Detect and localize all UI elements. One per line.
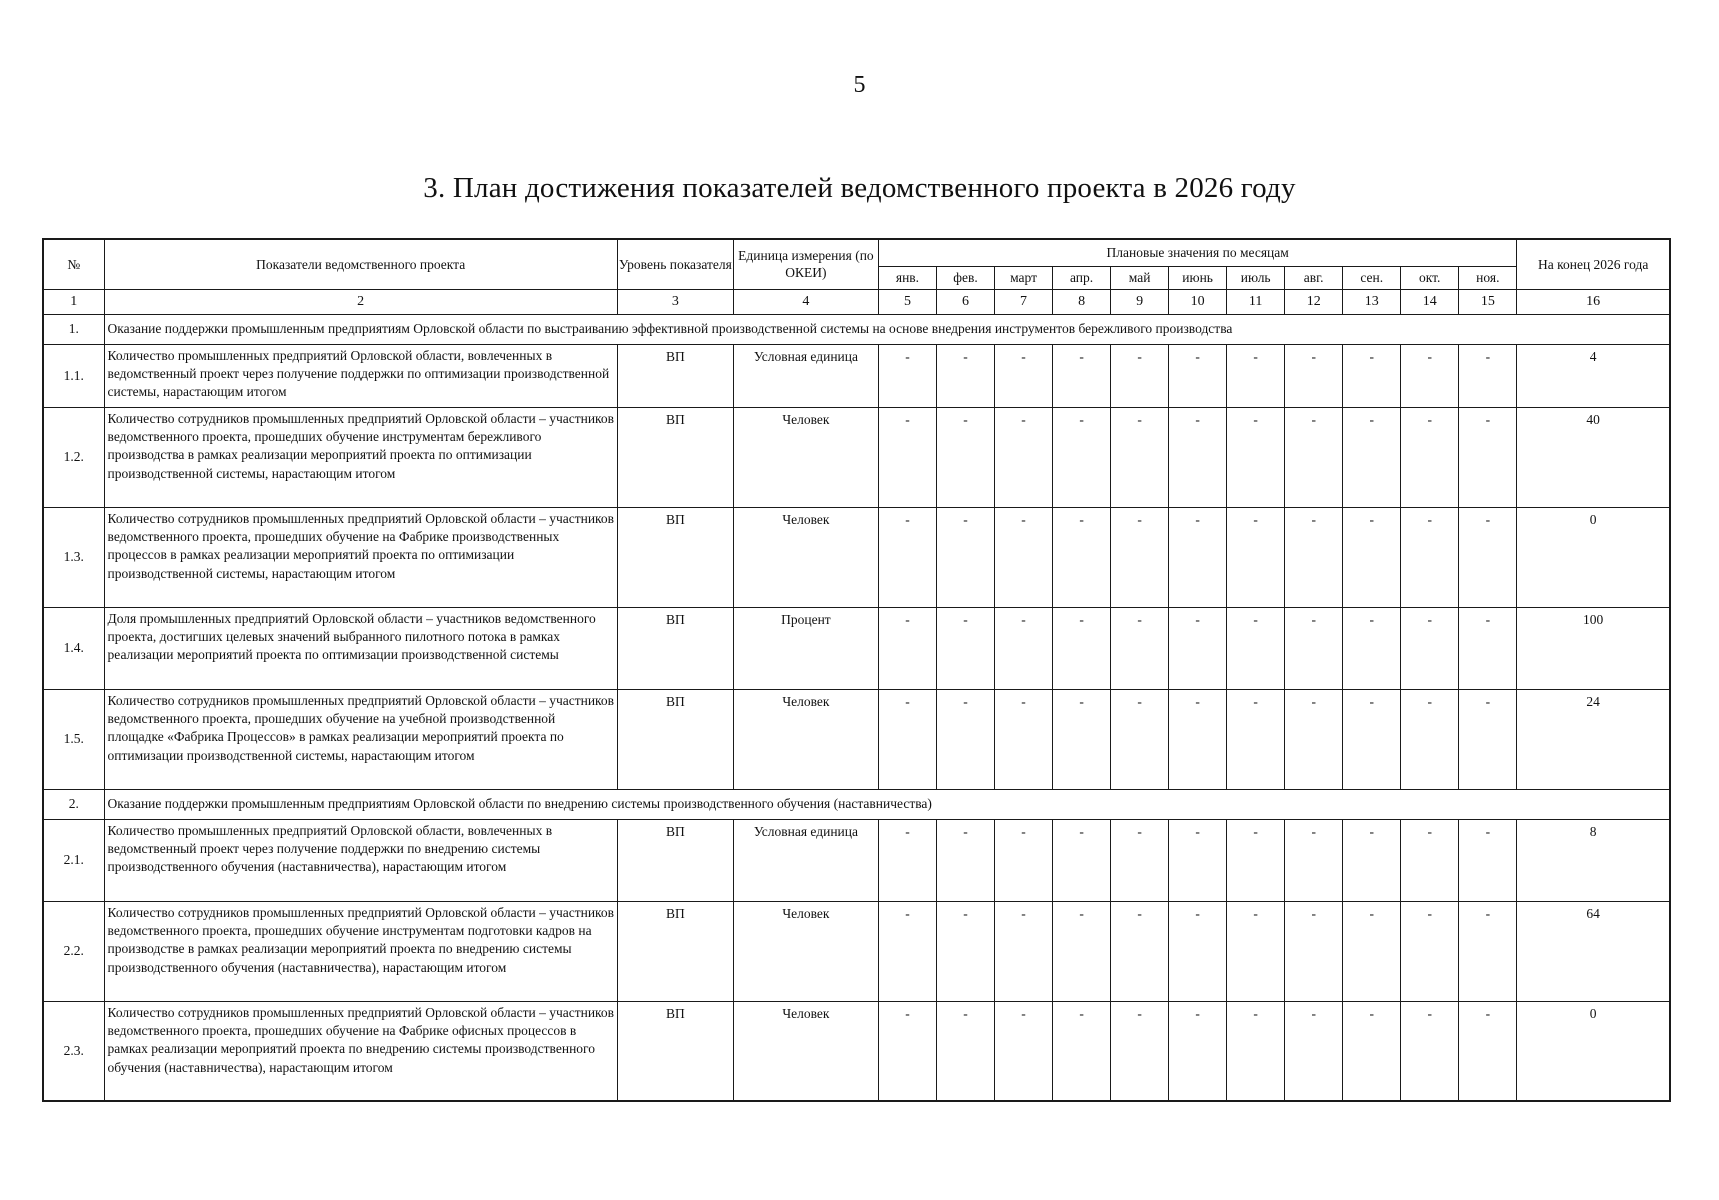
month-value: - (1343, 819, 1401, 901)
indicator-name: Количество промышленных предприятий Орловской области, вовлеченных в ведомственный проект через получение поддержки по оптимизации производственной системы, нарастающим итогом (104, 344, 617, 407)
year-end-value: 64 (1517, 901, 1670, 1001)
month-value: - (1401, 819, 1459, 901)
month-value: - (1285, 407, 1343, 507)
page-number: 5 (853, 72, 866, 98)
month-value: - (1343, 1001, 1401, 1101)
month-value: - (1111, 689, 1169, 789)
indicator-unit: Человек (733, 689, 878, 789)
month-value: - (995, 901, 1053, 1001)
indicator-number: 1.5. (43, 689, 104, 789)
month-value: - (1169, 607, 1227, 689)
indicator-level: ВП (617, 689, 733, 789)
header-month: июль (1227, 266, 1285, 289)
month-value: - (1227, 344, 1285, 407)
year-end-value: 0 (1517, 507, 1670, 607)
header-month: май (1111, 266, 1169, 289)
table-row (43, 819, 1670, 901)
column-number: 14 (1401, 289, 1459, 314)
header-level: Уровень показателя (617, 239, 733, 289)
indicators-plan-table (42, 238, 1671, 1102)
month-value: - (1401, 507, 1459, 607)
section-row (43, 789, 1670, 819)
section-number: 1. (43, 314, 104, 344)
year-end-value: 0 (1517, 1001, 1670, 1101)
header-monthly: Плановые значения по месяцам (878, 239, 1516, 266)
table-row (43, 607, 1670, 689)
month-value: - (1111, 607, 1169, 689)
month-value: - (936, 819, 994, 901)
month-value: - (1169, 819, 1227, 901)
indicator-level: ВП (617, 1001, 733, 1101)
month-value: - (1053, 507, 1111, 607)
month-value: - (1285, 507, 1343, 607)
month-value: - (1111, 507, 1169, 607)
month-value: - (1053, 344, 1111, 407)
table-row (43, 407, 1670, 507)
indicator-level: ВП (617, 607, 733, 689)
month-value: - (1227, 507, 1285, 607)
month-value: - (1169, 407, 1227, 507)
month-value: - (1227, 607, 1285, 689)
indicator-level: ВП (617, 344, 733, 407)
section-title: Оказание поддержки промышленным предприятиям Орловской области по выстраиванию эффективной производственной системы на основе внедрения инструментов бережливого производства (104, 314, 1670, 344)
column-number: 2 (104, 289, 617, 314)
month-value: - (1401, 344, 1459, 407)
month-value: - (1343, 507, 1401, 607)
column-number: 10 (1169, 289, 1227, 314)
month-value: - (878, 507, 936, 607)
table-row (43, 689, 1670, 789)
month-value: - (1053, 689, 1111, 789)
month-value: - (1459, 607, 1517, 689)
year-end-value: 4 (1517, 344, 1670, 407)
header-month: фев. (936, 266, 994, 289)
month-value: - (1227, 819, 1285, 901)
month-value: - (936, 689, 994, 789)
month-value: - (995, 1001, 1053, 1101)
month-value: - (1053, 1001, 1111, 1101)
year-end-value: 100 (1517, 607, 1670, 689)
page-title: 3. План достижения показателей ведомственного проекта в 2026 году (423, 172, 1296, 204)
indicator-name: Количество сотрудников промышленных предприятий Орловской области – участников ведомственного проекта, прошедших обучение на учебной производственной площадке «Фабрика Процессов» в рамках реализации мероприятий проекта по оптимизации производственной системы, нарастающим итогом (104, 689, 617, 789)
header-indicator: Показатели ведомственного проекта (104, 239, 617, 289)
month-value: - (1343, 407, 1401, 507)
indicator-unit: Условная единица (733, 344, 878, 407)
column-number: 12 (1285, 289, 1343, 314)
month-value: - (1459, 1001, 1517, 1101)
year-end-value: 8 (1517, 819, 1670, 901)
month-value: - (1459, 901, 1517, 1001)
indicator-level: ВП (617, 407, 733, 507)
header-month: авг. (1285, 266, 1343, 289)
month-value: - (1053, 901, 1111, 1001)
indicator-level: ВП (617, 901, 733, 1001)
column-number: 5 (878, 289, 936, 314)
indicator-number: 2.3. (43, 1001, 104, 1101)
indicator-name: Количество сотрудников промышленных предприятий Орловской области – участников ведомственного проекта, прошедших обучение инструментам подготовки кадров на производстве в рамках реализации мероприятий проекта по внедрению системы производственного обучения (наставничества), нарастающим итогом (104, 901, 617, 1001)
month-value: - (1227, 407, 1285, 507)
column-number: 4 (733, 289, 878, 314)
column-number: 3 (617, 289, 733, 314)
month-value: - (1459, 819, 1517, 901)
header-month: сен. (1343, 266, 1401, 289)
month-value: - (1169, 1001, 1227, 1101)
month-value: - (995, 689, 1053, 789)
indicator-name: Количество промышленных предприятий Орловской области, вовлеченных в ведомственный проект через получение поддержки по внедрению системы производственного обучения (наставничества), нарастающим итогом (104, 819, 617, 901)
indicator-level: ВП (617, 507, 733, 607)
column-number: 7 (995, 289, 1053, 314)
column-number: 16 (1517, 289, 1670, 314)
month-value: - (1459, 507, 1517, 607)
month-value: - (1285, 819, 1343, 901)
month-value: - (1343, 689, 1401, 789)
month-value: - (1401, 1001, 1459, 1101)
indicator-name: Количество сотрудников промышленных предприятий Орловской области – участников ведомственного проекта, прошедших обучение на Фабрике офисных процессов в рамках реализации мероприятий проекта по внедрению системы производственного обучения (наставничества), нарастающим итогом (104, 1001, 617, 1101)
month-value: - (1285, 689, 1343, 789)
month-value: - (1401, 689, 1459, 789)
month-value: - (1401, 607, 1459, 689)
month-value: - (995, 344, 1053, 407)
month-value: - (995, 607, 1053, 689)
month-value: - (1343, 901, 1401, 1001)
year-end-value: 40 (1517, 407, 1670, 507)
indicator-number: 1.3. (43, 507, 104, 607)
month-value: - (936, 507, 994, 607)
table-row (43, 1001, 1670, 1101)
indicator-level: ВП (617, 819, 733, 901)
month-value: - (995, 407, 1053, 507)
month-value: - (1227, 689, 1285, 789)
month-value: - (1459, 344, 1517, 407)
header-num: № (43, 239, 104, 289)
column-number: 1 (43, 289, 104, 314)
month-value: - (878, 901, 936, 1001)
month-value: - (995, 819, 1053, 901)
header-month: янв. (878, 266, 936, 289)
column-number: 9 (1111, 289, 1169, 314)
column-number: 6 (936, 289, 994, 314)
month-value: - (1169, 507, 1227, 607)
month-value: - (1459, 689, 1517, 789)
header-month: март (995, 266, 1053, 289)
month-value: - (1053, 819, 1111, 901)
month-value: - (1459, 407, 1517, 507)
month-value: - (1401, 407, 1459, 507)
indicator-number: 2.2. (43, 901, 104, 1001)
header-unit: Единица измерения (по ОКЕИ) (733, 239, 878, 289)
column-number: 15 (1459, 289, 1517, 314)
indicator-unit: Условная единица (733, 819, 878, 901)
column-number: 11 (1227, 289, 1285, 314)
indicator-unit: Процент (733, 607, 878, 689)
indicator-number: 1.2. (43, 407, 104, 507)
indicator-unit: Человек (733, 407, 878, 507)
indicator-number: 1.4. (43, 607, 104, 689)
month-value: - (1401, 901, 1459, 1001)
month-value: - (1285, 607, 1343, 689)
month-value: - (1285, 901, 1343, 1001)
indicator-name: Количество сотрудников промышленных предприятий Орловской области – участников ведомственного проекта, прошедших обучение на Фабрике производственных процессов в рамках реализации мероприятий проекта по оптимизации производственной системы, нарастающим итогом (104, 507, 617, 607)
column-number: 13 (1343, 289, 1401, 314)
month-value: - (878, 344, 936, 407)
section-row (43, 314, 1670, 344)
indicator-number: 2.1. (43, 819, 104, 901)
month-value: - (1343, 344, 1401, 407)
column-numbers-row (43, 289, 1670, 314)
month-value: - (936, 407, 994, 507)
month-value: - (1169, 901, 1227, 1001)
indicator-unit: Человек (733, 901, 878, 1001)
month-value: - (1169, 689, 1227, 789)
month-value: - (936, 344, 994, 407)
header-month: окт. (1401, 266, 1459, 289)
month-value: - (878, 819, 936, 901)
table-row (43, 507, 1670, 607)
table-row (43, 344, 1670, 407)
month-value: - (1111, 1001, 1169, 1101)
year-end-value: 24 (1517, 689, 1670, 789)
month-value: - (878, 1001, 936, 1101)
section-number: 2. (43, 789, 104, 819)
month-value: - (936, 901, 994, 1001)
header-month: июнь (1169, 266, 1227, 289)
month-value: - (1111, 407, 1169, 507)
indicator-number: 1.1. (43, 344, 104, 407)
month-value: - (878, 407, 936, 507)
header-month: ноя. (1459, 266, 1517, 289)
month-value: - (1285, 344, 1343, 407)
month-value: - (1053, 407, 1111, 507)
month-value: - (1111, 344, 1169, 407)
month-value: - (936, 1001, 994, 1101)
month-value: - (878, 689, 936, 789)
month-value: - (1285, 1001, 1343, 1101)
indicator-name: Доля промышленных предприятий Орловской области – участников ведомственного проекта, достигших целевых значений выбранного пилотного потока в рамках реализации мероприятий проекта по оптимизации производственной системы (104, 607, 617, 689)
indicator-unit: Человек (733, 1001, 878, 1101)
month-value: - (1227, 1001, 1285, 1101)
month-value: - (1111, 901, 1169, 1001)
column-number: 8 (1053, 289, 1111, 314)
month-value: - (878, 607, 936, 689)
month-value: - (1111, 819, 1169, 901)
section-title: Оказание поддержки промышленным предприятиям Орловской области по внедрению системы производственного обучения (наставничества) (104, 789, 1670, 819)
month-value: - (1343, 607, 1401, 689)
header-month: апр. (1053, 266, 1111, 289)
table-row (43, 901, 1670, 1001)
month-value: - (1169, 344, 1227, 407)
month-value: - (1053, 607, 1111, 689)
indicator-unit: Человек (733, 507, 878, 607)
month-value: - (995, 507, 1053, 607)
indicator-name: Количество сотрудников промышленных предприятий Орловской области – участников ведомственного проекта, прошедших обучение инструментам бережливого производства в рамках реализации мероприятий проекта по оптимизации производственной системы, нарастающим итогом (104, 407, 617, 507)
month-value: - (1227, 901, 1285, 1001)
header-year-end: На конец 2026 года (1517, 239, 1670, 289)
month-value: - (936, 607, 994, 689)
